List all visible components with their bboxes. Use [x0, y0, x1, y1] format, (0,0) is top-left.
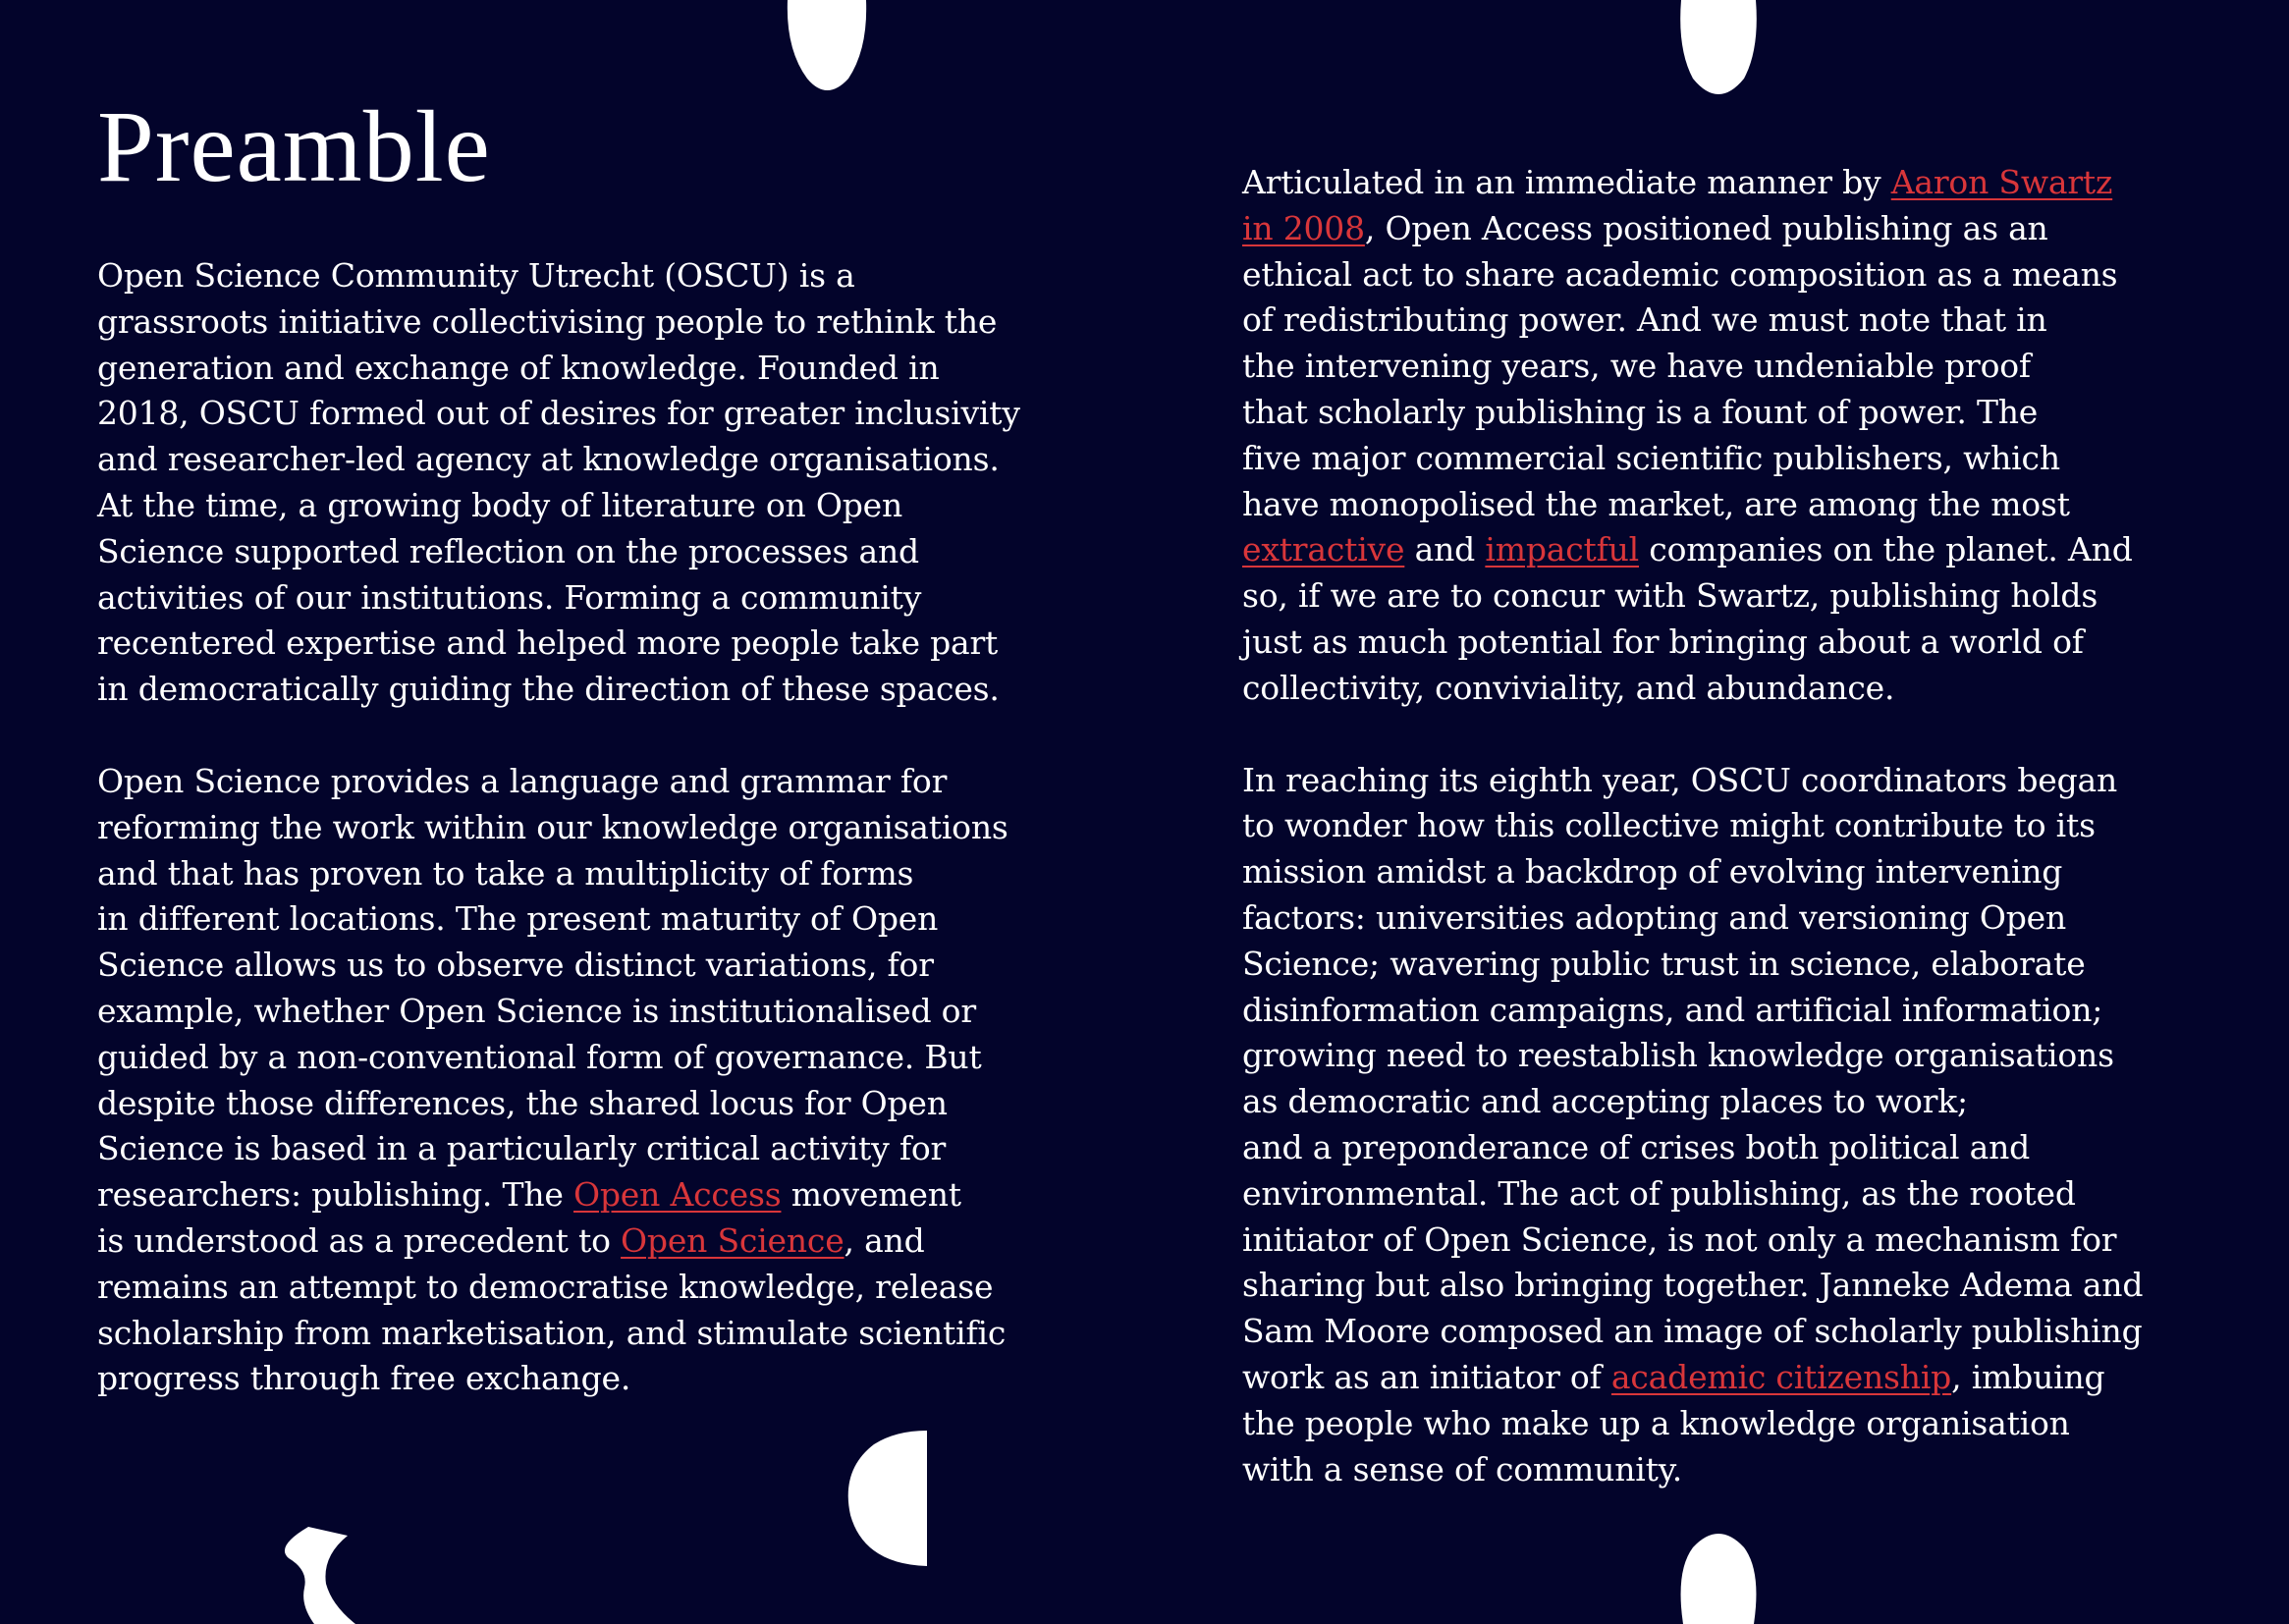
text-line: as democratic and accepting places to work;	[1242, 1082, 1968, 1121]
decorative-shape-top-right	[1679, 0, 1758, 96]
text-line: grassroots initiative collectivising people to rethink the	[97, 301, 998, 341]
text-line: guided by a non-conventional form of governance. But	[97, 1037, 982, 1076]
paragraph-open-science-grammar	[97, 759, 1069, 1402]
link-aaron-swartz-2008[interactable]: in 2008	[1242, 208, 1365, 247]
text-line	[1242, 160, 2214, 206]
page-title: Preamble	[97, 90, 491, 203]
text-line: remains an attempt to democratise knowledge, release	[97, 1267, 994, 1306]
link-open-science[interactable]: Open Science	[621, 1220, 845, 1260]
text-segment: , imbuing	[1951, 1357, 2105, 1396]
text-line: the people who make up a knowledge organisation	[1242, 1403, 2070, 1442]
text-line: in democratically guiding the direction of these spaces.	[97, 670, 1000, 709]
text-line: and researcher-led agency at knowledge organisations.	[97, 440, 1000, 479]
text-line	[97, 1172, 1069, 1218]
text-line: Open Science provides a language and grammar for	[97, 761, 948, 800]
paragraph-osc-intro	[97, 253, 1069, 713]
text-line: generation and exchange of knowledge. Founded in	[97, 348, 940, 387]
text-line	[1242, 527, 2214, 573]
link-aaron-swartz[interactable]: Aaron Swartz	[1890, 163, 2113, 201]
text-line: In reaching its eighth year, OSCU coordinators began	[1242, 760, 2118, 799]
text-line: Science supported reflection on the processes and	[97, 531, 919, 570]
text-segment: Articulated in an immediate manner by	[1242, 163, 1891, 201]
text-line: Science allows us to observe distinct variations, for	[97, 946, 934, 985]
text-line: initiator of Open Science, is not only a mechanism for	[1242, 1219, 2117, 1259]
text-line: despite those differences, the shared locus for Open	[97, 1083, 948, 1122]
text-segment: , Open Access positioned publishing as an	[1364, 208, 2048, 247]
text-line: progress through free exchange.	[97, 1359, 631, 1398]
text-line: Open Science Community Utrecht (OSCU) is a	[97, 256, 855, 295]
text-line: to wonder how this collective might contribute to its	[1242, 806, 2096, 845]
text-line: Sam Moore composed an image of scholarly publishing	[1242, 1312, 2143, 1351]
text-line: factors: universities adopting and versioning Open	[1242, 897, 2067, 937]
text-line: collectivity, conviviality, and abundance.	[1242, 668, 1895, 707]
paragraph-eighth-year	[1242, 758, 2214, 1493]
text-line: have monopolised the market, are among the most	[1242, 484, 2070, 523]
text-segment: , and	[844, 1220, 925, 1260]
right-column	[1242, 160, 2214, 1539]
paragraph-swartz	[1242, 160, 2214, 712]
text-line: with a sense of community.	[1242, 1449, 1683, 1489]
text-segment: researchers: publishing. The	[97, 1175, 573, 1215]
text-line: reforming the work within our knowledge organisations	[97, 807, 1008, 846]
decorative-shape-bottom-right	[1679, 1532, 1758, 1624]
text-line: the intervening years, we have undeniable proof	[1242, 347, 2031, 386]
text-line: Science; wavering public trust in science, elaborate	[1242, 944, 2086, 983]
text-line	[97, 1218, 1069, 1265]
text-segment: work as an initiator of	[1242, 1357, 1611, 1396]
text-line: of redistributing power. And we must note that in	[1242, 300, 2047, 340]
text-line: and that has proven to take a multiplicity of forms	[97, 853, 914, 893]
link-impactful[interactable]: impactful	[1485, 530, 1639, 569]
text-line: sharing but also bringing together. Janneke Adema and	[1242, 1266, 2144, 1305]
decorative-shape-bottom-left	[275, 1527, 355, 1624]
text-line: recentered expertise and helped more people take part	[97, 623, 999, 663]
link-academic-citizenship[interactable]: academic citizenship	[1610, 1357, 1952, 1396]
left-column	[97, 253, 1069, 1448]
text-line: just as much potential for bringing about a world of	[1242, 622, 2084, 661]
text-line: in different locations. The present maturity of Open	[97, 899, 939, 939]
text-segment: companies on the planet. And	[1639, 530, 2133, 569]
text-line: so, if we are to concur with Swartz, publishing holds	[1242, 576, 2098, 616]
text-line: growing need to reestablish knowledge organisations	[1242, 1036, 2114, 1075]
text-line: five major commercial scientific publishers, which	[1242, 438, 2060, 477]
text-line: and a preponderance of crises both political and	[1242, 1127, 2031, 1166]
link-extractive[interactable]: extractive	[1242, 530, 1405, 569]
text-line: activities of our institutions. Forming a community	[97, 577, 922, 617]
text-line: that scholarly publishing is a fount of power. The	[1242, 392, 2039, 431]
text-line	[1242, 1355, 2214, 1401]
text-line: mission amidst a backdrop of evolving intervening	[1242, 852, 2063, 892]
text-segment: is understood as a precedent to	[97, 1220, 622, 1260]
text-segment: movement	[781, 1175, 961, 1215]
text-segment: and	[1404, 530, 1486, 569]
text-line: scholarship from marketisation, and stimulate scientific	[97, 1313, 1007, 1352]
link-open-access[interactable]: Open Access	[573, 1175, 782, 1215]
decorative-shape-top-left	[786, 0, 868, 90]
text-line: environmental. The act of publishing, as the rooted	[1242, 1173, 2076, 1213]
text-line	[1242, 206, 2214, 252]
text-line: Science is based in a particularly critical activity for	[97, 1129, 947, 1168]
text-line: ethical act to share academic composition as a means	[1242, 254, 2118, 294]
text-line: At the time, a growing body of literature on Open	[97, 485, 903, 524]
text-line: example, whether Open Science is institutionalised or	[97, 991, 976, 1030]
text-line: 2018, OSCU formed out of desires for greater inclusivity	[97, 394, 1020, 433]
decorative-half-circle	[846, 1431, 927, 1566]
text-line: disinformation campaigns, and artificial information;	[1242, 990, 2103, 1029]
